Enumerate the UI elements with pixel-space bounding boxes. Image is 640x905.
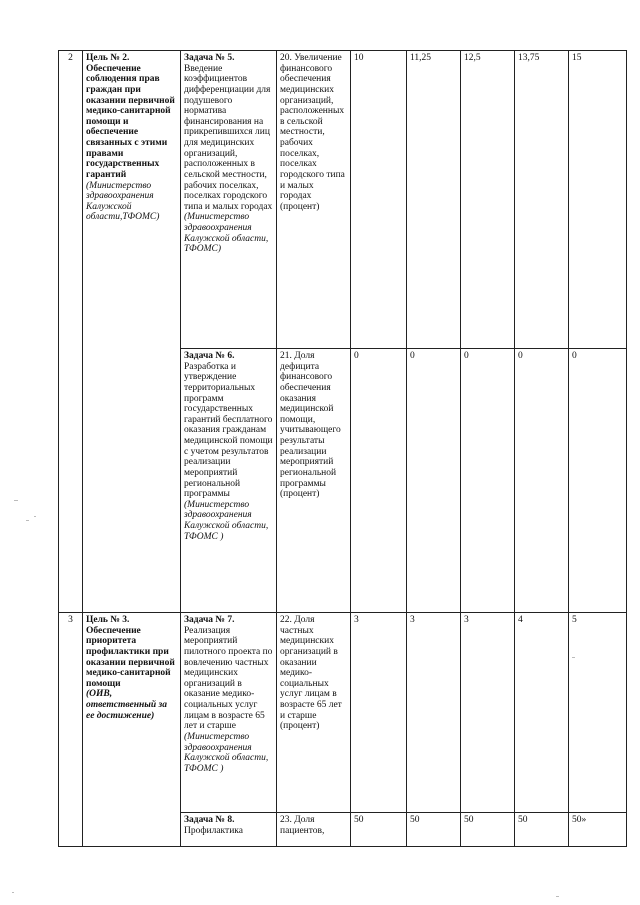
- scan-speck: [26, 520, 29, 521]
- task-cell: [181, 813, 277, 847]
- value-cell: 3: [351, 613, 407, 813]
- scan-speck: [14, 500, 18, 501]
- indicator-cell: 21. Доля дефицита финансового обеспечения оказания медицинской помощи, учитывающего результаты реализации мероприятий региональной программы (процент): [277, 349, 351, 613]
- value-cell: 0: [351, 349, 407, 613]
- value-cell: 50: [407, 813, 461, 847]
- scan-speck: [572, 657, 575, 658]
- value-cell: 4: [515, 613, 569, 813]
- task-responsible: (Министерство здравоохранения Калужской области, ТФОМС ): [184, 731, 269, 774]
- value-cell: 5: [569, 613, 627, 813]
- row-number: 3: [59, 613, 83, 847]
- value-cell: 12,5: [461, 51, 515, 349]
- indicator-cell: 20. Увеличение финансового обеспечения медицинских организаций, расположенных в сельской местности, рабочих поселках, поселках городского типа и малых городах (процент): [277, 51, 351, 349]
- value-cell: 0: [407, 349, 461, 613]
- task-cell: [181, 613, 277, 813]
- goal-cell: [83, 51, 181, 613]
- value-cell: 50: [351, 813, 407, 847]
- goal-responsible: (ОИВ, ответственный за ее достижение): [86, 689, 167, 721]
- value-cell: 50: [461, 813, 515, 847]
- task-cell: [181, 51, 277, 349]
- scan-speck: [556, 896, 559, 897]
- value-cell: 0: [461, 349, 515, 613]
- task-title: Задача № 7.: [184, 615, 235, 625]
- goal-cell: [83, 613, 181, 847]
- task-responsible: (Министерство здравоохранения Калужской области, ТФОМС): [184, 212, 269, 255]
- value-cell: 10: [351, 51, 407, 349]
- task-text: Введение коэффициентов дифференциации для подушевого норматива финансирования на прикрепившихся лиц для медицинских организаций, расположенных в сельской местности, рабочих поселках, поселках городского типа и малых городах: [184, 63, 273, 212]
- indicator-cell: 23. Доля пациентов,: [277, 813, 351, 847]
- task-text: Реализация мероприятий пилотного проекта по вовлечению частных медицинских организаций в оказание медико-социальных услуг лицам в возрасте 65 лет и старше: [184, 625, 273, 732]
- value-cell: 15: [569, 51, 627, 349]
- table-row: [59, 613, 627, 813]
- task-cell: [181, 349, 277, 613]
- table-row: [59, 51, 627, 349]
- task-title: Задача № 8.: [184, 815, 235, 825]
- goal-title: Цель № 3.: [86, 615, 130, 625]
- task-responsible: (Министерство здравоохранения Калужской области, ТФОМС ): [184, 499, 269, 542]
- indicators-table: [58, 50, 627, 847]
- task-text: Разработка и утверждение территориальных программ государственных гарантий бесплатного оказания гражданам медицинской помощи с учетом результатов реализации мероприятий региональной программы: [184, 361, 273, 500]
- goal-text: Обеспечение соблюдения прав граждан при оказании первичной медико-санитарной помощи и обеспечение связанных с этими правами государственных гарантий: [86, 63, 175, 180]
- value-cell: 0: [515, 349, 569, 613]
- value-cell: 11,25: [407, 51, 461, 349]
- value-cell: 0: [569, 349, 627, 613]
- value-cell: 13,75: [515, 51, 569, 349]
- task-title: Задача № 6.: [184, 351, 235, 361]
- scan-speck: [34, 516, 36, 517]
- value-cell: 50»: [569, 813, 627, 847]
- goal-text: Обеспечение приоритета профилактики при оказании первичной медико-санитарной помощи: [86, 625, 175, 689]
- row-number: 2: [59, 51, 83, 613]
- task-title: Задача № 5.: [184, 53, 235, 63]
- value-cell: 3: [461, 613, 515, 813]
- value-cell: 3: [407, 613, 461, 813]
- indicator-cell: 22. Доля частных медицинских организаций в оказании медико-социальных услуг лицам в возрасте 65 лет и старше (процент): [277, 613, 351, 813]
- goal-responsible: (Министерство здравоохранения Калужской области,ТФОМС): [86, 180, 160, 223]
- scan-speck: [12, 892, 14, 893]
- task-text: Профилактика: [184, 825, 243, 836]
- value-cell: 50: [515, 813, 569, 847]
- goal-title: Цель № 2.: [86, 53, 130, 63]
